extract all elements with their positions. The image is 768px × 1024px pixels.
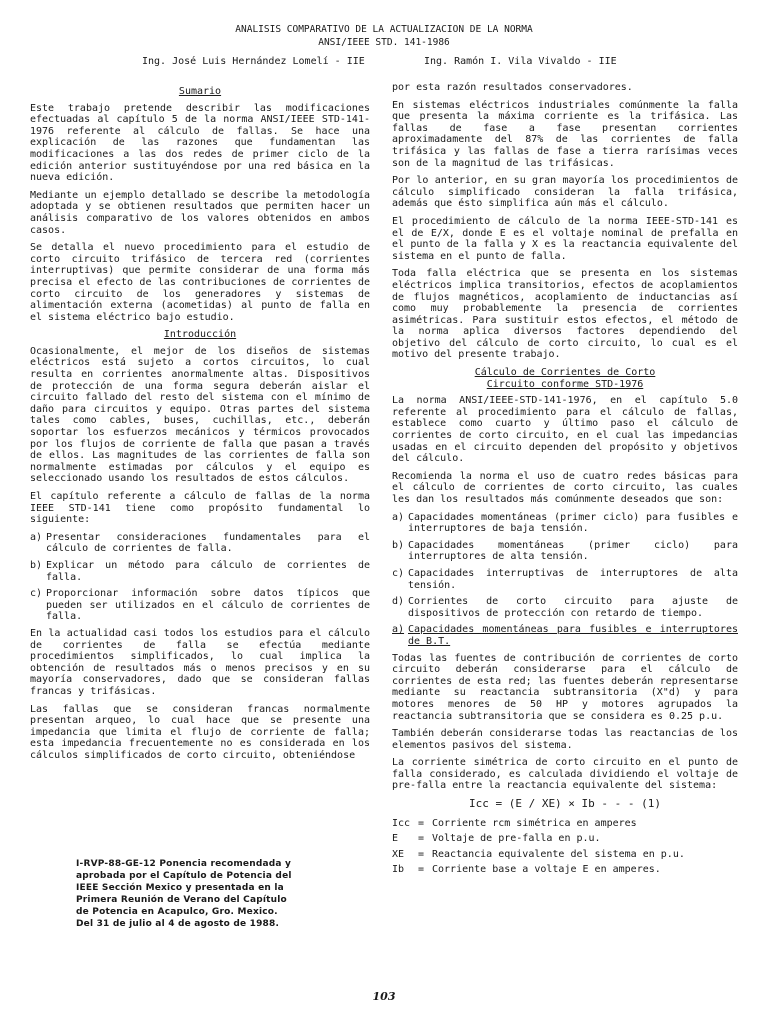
definition-row: E = Voltaje de pre-falla en p.u. [392, 833, 601, 845]
list-item-text: Capacidades momentáneas (primer ciclo) para interruptores de alta tensión. [408, 539, 738, 563]
symbol-definitions [392, 818, 738, 876]
list-item-label: c) [392, 567, 405, 579]
definition-row: Icc = Corriente rcm simétrica en amperes [392, 817, 637, 829]
definition-symbol: Icc [392, 817, 411, 829]
right-paragraph-7: Recomienda la norma el uso de cuatro redes básicas para el cálculo de corrientes de corto circuito, las cuales les dan los resultados más comúnmente deseados que son: [392, 470, 738, 505]
list-item-text: Proporcionar información sobre datos típicos que pueden ser utilizados en el cálculo de corrientes de falla. [46, 588, 370, 623]
intro-paragraph-3: En la actualidad casi todos los estudios para el cálculo de corrientes de falla se efectúa mediante procedimientos simplificados, lo cual implica la obtención de resultados más o menos precisos y en su mayoría conservadores, dado que se consideran fallas francas y trifásicas. [30, 627, 370, 697]
list-item [30, 532, 370, 555]
right-column [392, 82, 738, 942]
sumario-paragraph-2: Mediante un ejemplo detallado se describe la metodología adoptada y se obtienen resultados que permiten hacer un análisis comparativo de los valores obtenidos en ambos casos. [30, 189, 370, 236]
footnote-line: de Potencia en Acapulco, Gro. Mexico. [76, 907, 278, 917]
introduccion-heading: Introducción [163, 329, 237, 341]
right-paragraph-10: La corriente simétrica de corto circuito en el punto de falla considerado, es calculada dividiendo el voltaje de pre-falla entre la reactancia equivalente del sistema: [392, 757, 738, 792]
right-paragraph-5: Toda falla eléctrica que se presenta en los sistemas eléctricos implica transitorios, efectos de acoplamientos de flujos magnéticos, acoplamiento de inductancias así como muy probablemente la presencia de corrientes asimétricas. Para sustituir estos efectos, el método de la norma aplica diversos factores dependiendo del objetivo del cálculo de corto circuito, lo cual es el motivo del presente trabajo. [392, 268, 738, 361]
list-item-text: Explicar un método para cálculo de corrientes de falla. [46, 559, 370, 583]
author-1: Ing. José Luis Hernández Lomelí - IIE [142, 56, 365, 67]
list-item [392, 568, 738, 591]
list-item-label: b) [30, 559, 43, 571]
list-item-label: d) [392, 596, 405, 608]
paper-title-line-2: ANSI/IEEE STD. 141-1986 [318, 37, 450, 48]
footnote [76, 858, 346, 930]
list-item [392, 596, 738, 619]
page-number: 103 [372, 990, 396, 1003]
intro-paragraph-2: El capítulo referente a cálculo de fallas de la norma IEEE STD-141 tiene como propósito fundamental lo siguiente: [30, 491, 370, 526]
list-item-label: a) [392, 511, 405, 523]
section-heading [392, 367, 738, 390]
intro-paragraph-1: Ocasionalmente, el mejor de los diseños de sistemas eléctricos está sujeto a cortos circuitos, lo cual resulta en corrientes anormalmente altas. Dispositivos de protección de una forma segura deberán aislar el circuito fallado del resto del sistema con el mínimo de daño para circuitos y equipo. Otras partes del sistema tales como cables, buses, cuchillas, etc., deberán soportar los esfuerzos mecánicos y térmicos provocados por los flujos de corriente de falla que pasan a través de ellos. Las magnitudes de las corrientes de falla son normalmente estimadas por cálculos y el equipo es seleccionado usando los resultados de estos cálculos. [30, 345, 370, 485]
list-item [392, 512, 738, 535]
right-paragraph-4: El procedimiento de cálculo de la norma IEEE-STD-141 es el de E/X, donde E es el voltaje nominal de prefalla en el punto de la falla y X es la reactancia equivalente del sistema en el punto de falla. [392, 215, 738, 262]
definition-row: Ib = Corriente base a voltaje E en amperes. [392, 864, 661, 876]
right-paragraph-6: La norma ANSI/IEEE-STD-141-1976, en el capítulo 5.0 referente al procedimiento para el cálculo de fallas, establece como cuarto y último paso el cálculo de corrientes de corto circuito, en el cual las impedancias usadas en el circuito dependen del propósito y objetivos del cálculo. [392, 395, 738, 465]
list-item-label: a) [30, 531, 43, 543]
definition-text: Voltaje de pre-falla en p.u. [432, 833, 601, 845]
definition-row: XE = Reactancia equivalente del sistema en p.u. [392, 848, 685, 860]
footnote-line: Del 31 de julio al 4 de agosto de 1988. [76, 919, 280, 929]
definition-text: Corriente base a voltaje E en amperes. [432, 864, 661, 876]
footnote-line: I-RVP-88-GE-12 Ponencia recomendada y [76, 859, 292, 869]
paper-title-line-1: ANALISIS COMPARATIVO DE LA ACTUALIZACION DE LA NORMA [235, 24, 533, 35]
equation-1: Icc = (E / XE) × Ib - - - (1) [468, 797, 662, 811]
list-item-text: Capacidades momentáneas (primer ciclo) para fusibles e interruptores de baja tensión. [408, 511, 738, 535]
right-paragraph-1: por esta razón resultados conservadores. [392, 82, 633, 93]
definition-symbol: XE [392, 848, 405, 860]
list-item-text: Corrientes de corto circuito para ajuste de dispositivos de protección con retardo de tiempo. [408, 596, 738, 619]
footnote-line: Primera Reunión de Verano del Capítulo [76, 895, 287, 905]
sumario-paragraph-1: Este trabajo pretende describir las modificaciones efectuadas al capítulo 5 de la norma ANSI/IEEE STD-141-1976 referente al cálculo de fallas. Se hace una explicación de las razones que fundamentan las modificaciones a las dos redes de primer ciclo de la edición anterior sustituyéndose por una red básica en la nueva edición. [30, 102, 370, 184]
right-paragraph-3: Por lo anterior, en su gran mayoría los procedimientos de cálculo simplificado consideran la falla trifásica, además que ésto simplifica aún más el cálculo. [392, 175, 738, 210]
section-heading-line-1: Cálculo de Corrientes de Corto [474, 367, 656, 379]
list-item-label: b) [392, 539, 405, 551]
left-column [30, 82, 370, 862]
list-item-text: Capacidades interruptivas de interruptores de alta tensión. [408, 567, 738, 591]
definition-symbol: E [392, 833, 399, 845]
author-2: Ing. Ramón I. Vila Vivaldo - IIE [424, 56, 617, 67]
list-item-label: c) [30, 588, 43, 600]
list-item [30, 588, 370, 623]
list-item [392, 540, 738, 563]
section-heading-line-2: Circuito conforme STD-1976 [486, 378, 644, 390]
right-paragraph-2: En sistemas eléctricos industriales comúnmente la falla que presenta la máxima corriente es la trifásica. Las fallas de fase a fase presentan corrientes aproximadamente del 87% de las corrientes de falla trifásica y las fallas de fase a tierra rarísimas veces son de la magnitud de las trifásicas. [392, 99, 738, 169]
sumario-paragraph-3: Se detalla el nuevo procedimiento para el estudio de corto circuito trifásico de tercera red (corrientes interruptivas) que permite considerar de una forma más precisa el efecto de las contribuciones de corrientes de corto circuito de los generadores y sistemas de alimentación externa (acometidas) al punto de falla en el sistema eléctrico bajo estudio. [30, 242, 370, 323]
footnote-line: aprobada por el Capítulo de Potencia del [76, 871, 292, 881]
list-item [30, 560, 370, 583]
list-item-label: a) [392, 624, 405, 636]
definition-text: Reactancia equivalente del sistema en p.u. [432, 848, 685, 860]
list-item [392, 624, 738, 647]
list-item-text: Presentar consideraciones fundamentales para el cálculo de corrientes de falla. [46, 531, 370, 555]
definition-text: Corriente rcm simétrica en amperes [432, 817, 637, 829]
intro-paragraph-4: Las fallas que se consideran francas normalmente presentan arqueo, lo cual hace que se presente una impedancia que limita el flujo de corriente de falla; esta impedancia frecuentemente no es considerada en los cálculos simplificados de corto circuito, obteniéndose [30, 703, 370, 761]
list-item-text: Capacidades momentáneas para fusibles e interruptores de B.T. [408, 624, 738, 647]
footnote-line: IEEE Sección Mexico y presentada en la [76, 883, 284, 893]
right-paragraph-9: También deberán considerarse todas las reactancias de los elementos pasivos del sistema. [392, 728, 738, 751]
definition-symbol: Ib [392, 864, 405, 876]
sumario-heading: Sumario [178, 86, 222, 97]
right-paragraph-8: Todas las fuentes de contribución de corrientes de corto circuito deberán considerarse para el cálculo de corrientes de esta red; las fuentes deberán representarse mediante su reactancia subtransitoria (X"d) y para motores menores de 50 HP y motores agrupados la reactancia subtransitoria que se considera es 0.25 p.u. [392, 652, 738, 722]
